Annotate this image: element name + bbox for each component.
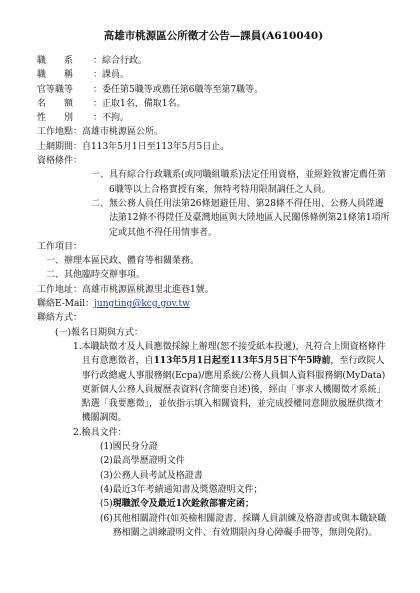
qualification-item	[37, 168, 390, 197]
document-item	[37, 483, 390, 497]
duty-item: 二、其他臨時交辦事項。	[46, 270, 146, 281]
contact-heading: 聯絡方式：	[37, 313, 83, 324]
document-number: (1)	[100, 442, 113, 453]
field-value: ：委任第5職等或薦任第6職等至第7職等。	[93, 84, 264, 95]
field-key: 名 額	[37, 98, 74, 109]
application-method-text	[82, 340, 390, 426]
document-item	[37, 497, 390, 511]
method-text-c: ，至行政院人事行政總處人事服務網(Ecpa)/應用系統/公務人員個人資料服務網(MyData)更新個人公務人員履歷表資料(含簡要自述)後，經由「事求人機關徵才系統」點選「我要應徵」，並依指示填入相關資料，並完成授權同意開放履歷供徵才機關調閱。	[81, 356, 386, 424]
document-number: (5)	[100, 499, 113, 510]
document-number: (4)	[100, 484, 113, 495]
qualification-item	[37, 197, 390, 240]
document-text: 國民身分證	[112, 442, 158, 453]
document-text: 公務人員考試及格證書	[112, 470, 203, 481]
document-text: 其他相關證件(如英檢相關證書、採購人員訓練及格證書或與本職缺職務相關之訓練證明文件、有效期限內身心障礙手冊等，無則免附)。	[112, 513, 387, 538]
duties-list	[37, 254, 390, 283]
document-item	[37, 512, 390, 541]
field-value: ：正取1名，備取1名。	[93, 98, 186, 109]
page-title: 高雄市桃源區公所徵才公告—課員(A610040)	[103, 30, 324, 42]
item-number: 1.	[73, 341, 82, 352]
application-method-item	[37, 340, 390, 426]
application-deadline: 113年5月1日起至113年5月5日下午5時前	[153, 356, 331, 367]
document-number: (6)	[100, 513, 113, 524]
duty-item: 一、辦理本區民政、體育等相關業務。	[46, 256, 200, 267]
duties-heading: 工作項目：	[37, 241, 83, 252]
field-value: ：課員。	[93, 70, 130, 81]
job-fields	[37, 54, 390, 125]
document-number: (3)	[100, 470, 113, 481]
email-link[interactable]: jungting@kcg.gov.tw	[94, 299, 190, 310]
documents-list	[37, 440, 390, 540]
field-row	[37, 111, 390, 125]
document-item	[37, 454, 390, 468]
field-key: 性 別	[37, 113, 74, 124]
document-text: 現職派令及最近1次銓敘部審定函；	[112, 499, 255, 510]
field-key: 職 稱	[37, 70, 74, 81]
email-label: 聯絡E-Mail：	[37, 299, 95, 310]
field-value: ：不拘。	[93, 113, 130, 124]
field-key: 官等職等	[37, 84, 74, 95]
document-text: 最高學歷證明文件	[112, 456, 185, 467]
field-key: 職 系	[37, 56, 74, 66]
field-row	[37, 97, 390, 111]
qualification-text: 無公務人員任用法第26條迴避任用、第28條不得任用、公務人員陞遷法第12條不得陞任及臺灣地區與大陸地區人民關係條例第21條第1項所定或其他不得任用情事者。	[109, 198, 390, 238]
contact-email-row	[37, 297, 390, 311]
posting-period: 上網期間：自113年5月1日至113年5月5日止。	[37, 141, 230, 152]
qualifications-list	[37, 168, 390, 239]
work-location: 工作地點：高雄市桃源區公所。	[37, 127, 164, 138]
field-row	[37, 68, 390, 82]
work-address: 工作地址：高雄市桃源區桃源里北進巷1號。	[37, 284, 214, 295]
document-item	[37, 440, 390, 454]
field-row	[37, 54, 390, 68]
document-item	[37, 469, 390, 483]
document-number: (2)	[100, 456, 113, 467]
documents-heading: 2.檢具文件：	[73, 427, 127, 438]
method-text-a: 本職缺徵才及人員應徵採線上辦理(恕不接受紙本投遞)，凡符合上開資格條件且有意應徵者，自	[81, 341, 386, 367]
method-heading: (一)報名日期與方式：	[55, 327, 144, 338]
field-value: ：綜合行政。	[93, 56, 148, 66]
qualification-number: 二、	[91, 198, 110, 209]
field-row	[37, 83, 390, 97]
document-text: 最近3年考績通知書及獎懲證明文件；	[112, 484, 263, 495]
qualification-number: 一、	[91, 170, 110, 181]
qualifications-heading: 資格條件：	[37, 156, 83, 167]
qualification-text: 具有綜合行政職系(或同職組職系)法定任用資格，並經銓敘審定薦任第6職等以上合格實授有案，無特考特用限制調任之人員。	[109, 170, 387, 195]
